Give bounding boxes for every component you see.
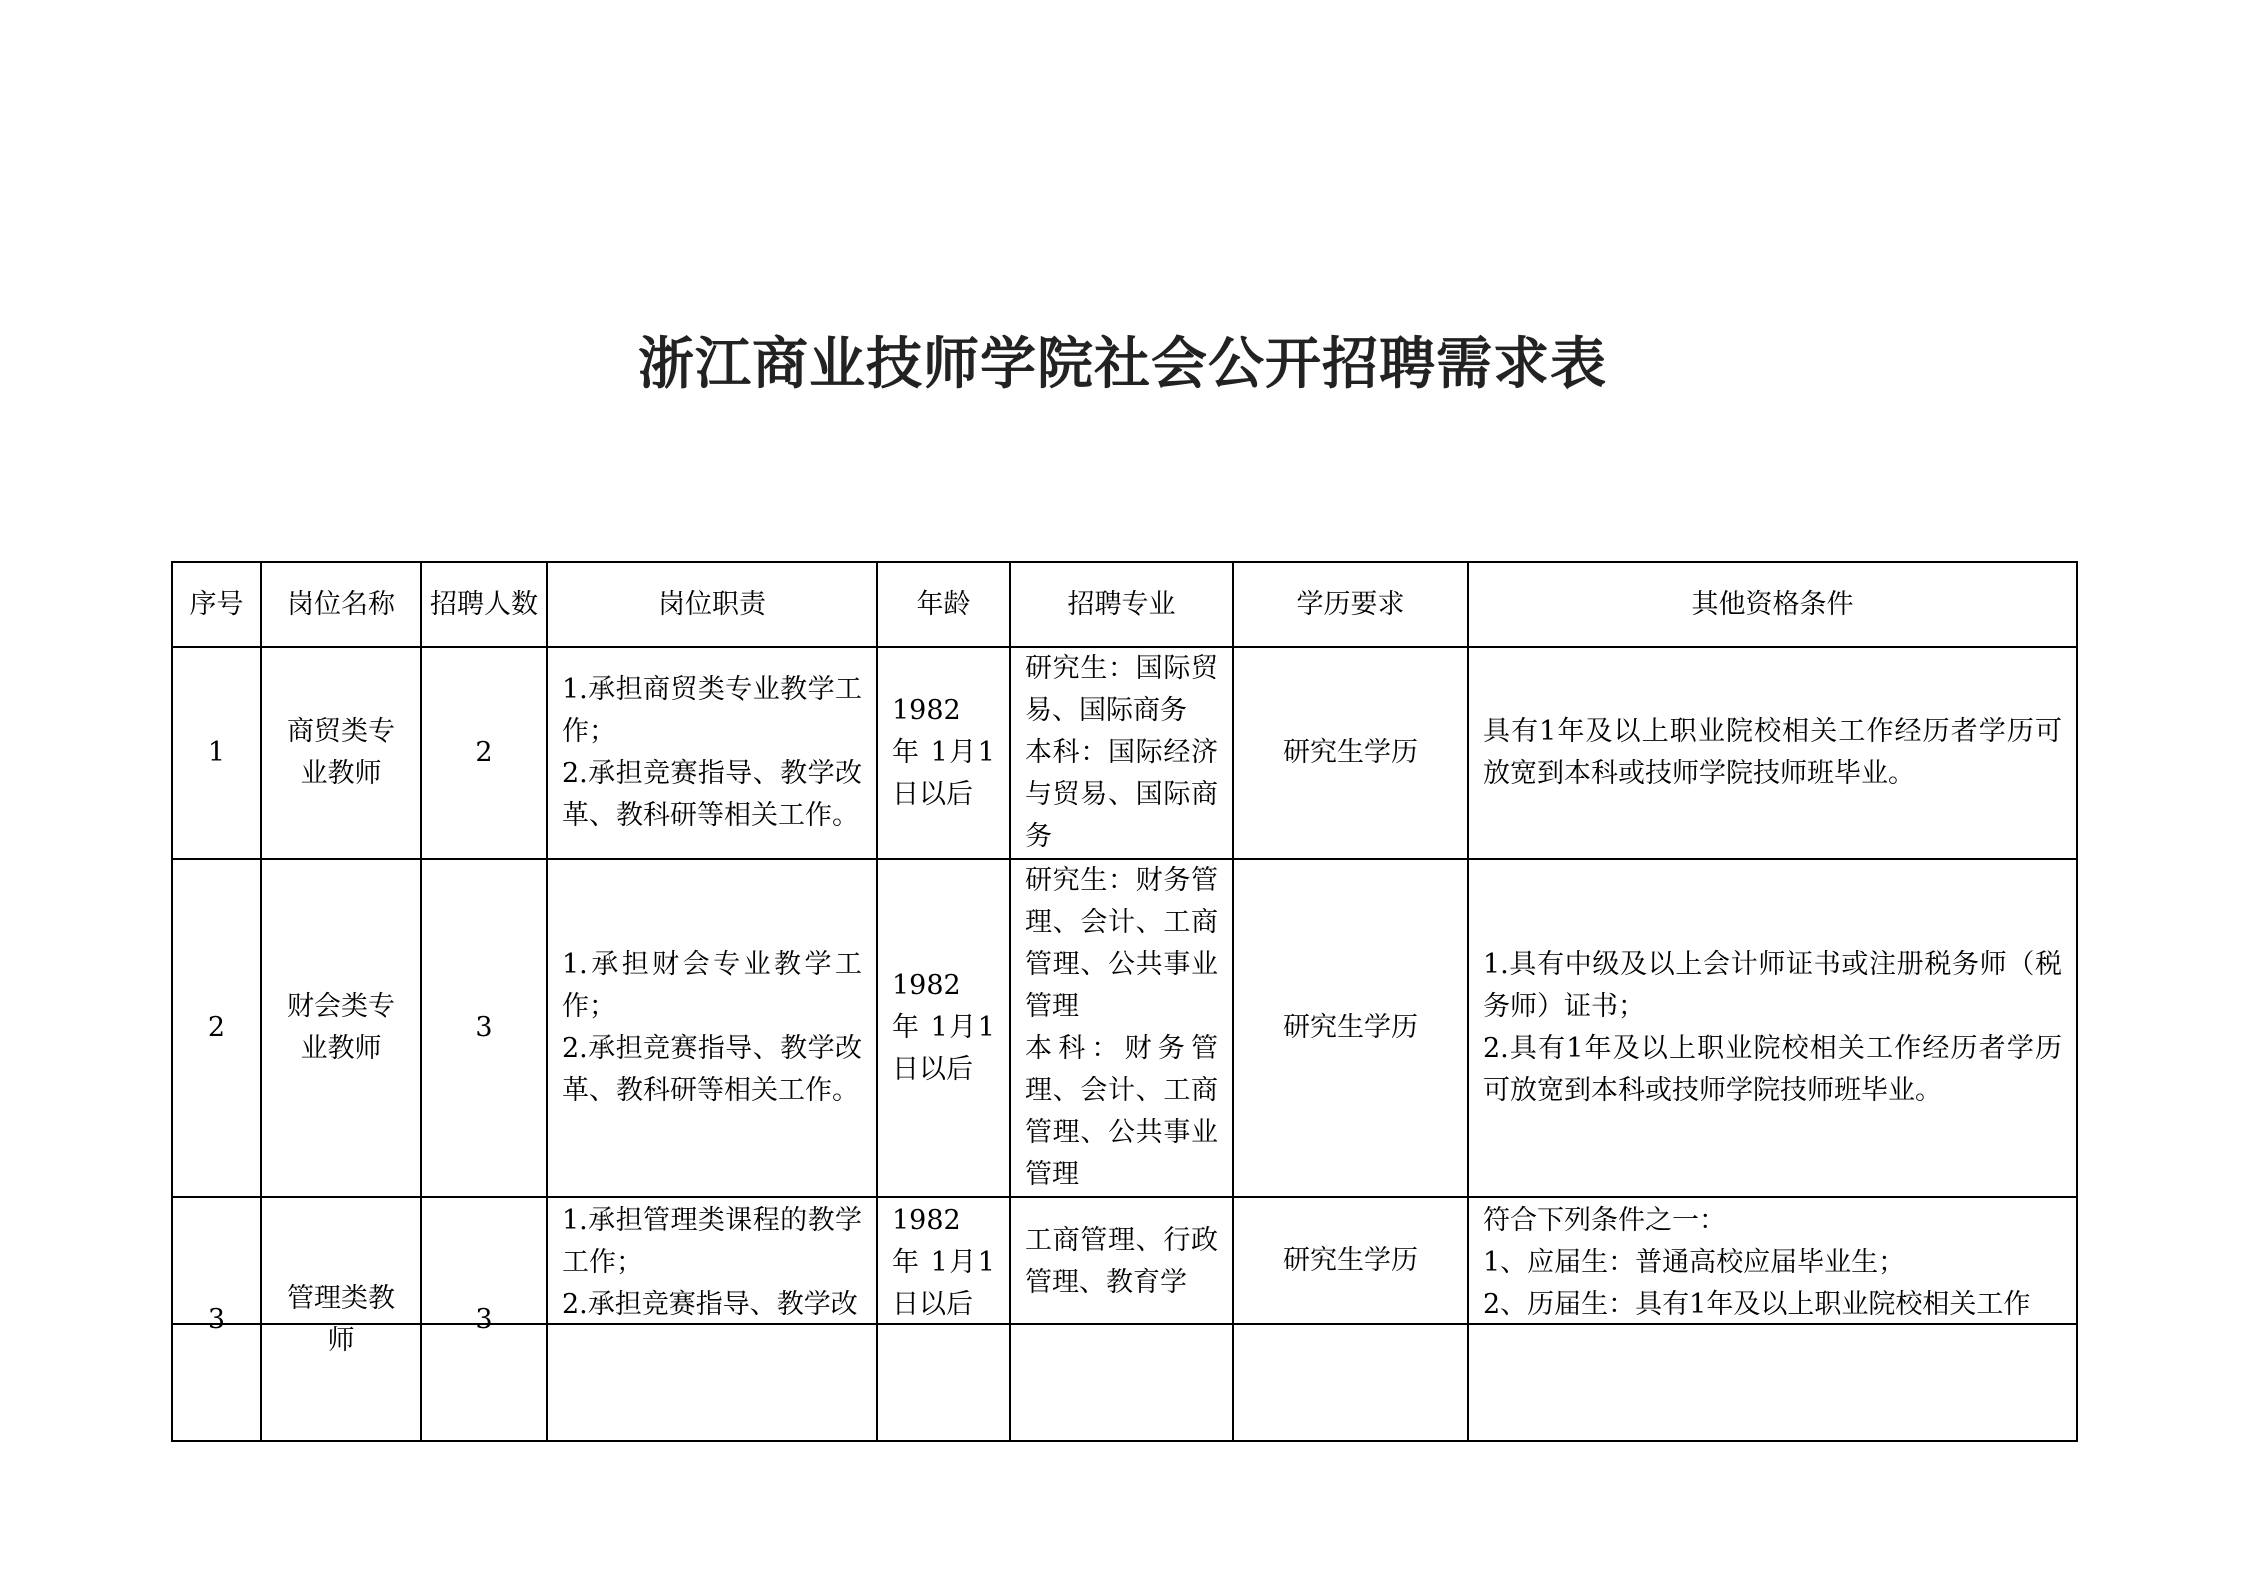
cell-education: 研究生学历 — [1233, 647, 1468, 859]
requirement-line: 具有1年及以上职业院校相关工作经历者学历可放宽到本科或技师学院技师班毕业。 — [1483, 716, 2062, 789]
table-row — [172, 647, 2077, 859]
cell-seq: 1 — [172, 647, 261, 859]
cell-duties — [547, 647, 877, 859]
cell-duties — [547, 1197, 877, 1441]
header-other-requirements: 其他资格条件 — [1468, 562, 2077, 647]
cell-other-requirements — [1468, 647, 2077, 859]
cell-position: 商贸类专业教师 — [261, 647, 421, 859]
major-line: 研究生：国际贸易、国际商务 — [1025, 653, 1218, 726]
requirement-line: 2、历届生：具有1年及以上职业院校相关工作 — [1483, 1289, 2031, 1320]
cell-age: 1982 年 1月1日以后 — [877, 859, 1010, 1197]
cell-other-requirements — [1468, 1197, 2077, 1441]
header-duties: 岗位职责 — [547, 562, 877, 647]
cell-position: 管理类教师 — [261, 1197, 421, 1441]
header-majors: 招聘专业 — [1010, 562, 1233, 647]
duty-line: 1.承担财会专业教学工作； — [562, 949, 862, 1022]
duty-line: 1.承担商贸类专业教学工作； — [562, 674, 862, 747]
duty-line: 2.承担竞赛指导、教学改革、教科研等相关工作。 — [562, 1033, 862, 1106]
cell-duties — [547, 859, 877, 1197]
cell-majors — [1010, 647, 1233, 859]
cell-majors — [1010, 1197, 1233, 1441]
major-line: 本科：财务管理、会计、工商管理、公共事业管理 — [1025, 1033, 1218, 1190]
table-row — [172, 859, 2077, 1197]
cell-count: 3 — [421, 1197, 547, 1441]
page-title: 浙江商业技师学院社会公开招聘需求表 — [638, 332, 1607, 397]
header-position: 岗位名称 — [261, 562, 421, 647]
cell-count: 3 — [421, 859, 547, 1197]
major-line: 研究生：财务管理、会计、工商管理、公共事业管理 — [1025, 865, 1218, 1022]
recruitment-table — [171, 561, 2078, 1442]
duty-line: 2.承担竞赛指导、教学改 — [562, 1289, 858, 1320]
header-education: 学历要求 — [1233, 562, 1468, 647]
cell-education: 研究生学历 — [1233, 859, 1468, 1197]
recruitment-table-container — [171, 561, 2076, 1356]
cell-age: 1982 年 1月1日以后 — [877, 647, 1010, 859]
cell-seq: 2 — [172, 859, 261, 1197]
cell-seq: 3 — [172, 1197, 261, 1441]
requirement-line: 1.具有中级及以上会计师证书或注册税务师（税务师）证书； — [1483, 949, 2062, 1022]
duty-line: 2.承担竞赛指导、教学改革、教科研等相关工作。 — [562, 758, 862, 831]
major-line: 工商管理、行政管理、教育学 — [1025, 1225, 1218, 1298]
requirement-line: 符合下列条件之一： — [1483, 1205, 1726, 1236]
duty-line: 1.承担管理类课程的教学工作； — [562, 1205, 862, 1278]
cell-other-requirements — [1468, 859, 2077, 1197]
header-age: 年龄 — [877, 562, 1010, 647]
header-count: 招聘人数 — [421, 562, 547, 647]
major-line: 本科：国际经济与贸易、国际商务 — [1025, 737, 1218, 852]
cell-count: 2 — [421, 647, 547, 859]
table-header-row — [172, 562, 2077, 647]
cell-position: 财会类专业教师 — [261, 859, 421, 1197]
cell-majors — [1010, 859, 1233, 1197]
cell-education: 研究生学历 — [1233, 1197, 1468, 1441]
header-seq: 序号 — [172, 562, 261, 647]
requirement-line: 1、应届生：普通高校应届毕业生； — [1483, 1247, 1906, 1278]
cell-age: 1982 年 1月1日以后 — [877, 1197, 1010, 1441]
requirement-line: 2.具有1年及以上职业院校相关工作经历者学历可放宽到本科或技师学院技师班毕业。 — [1483, 1033, 2062, 1106]
table-row — [172, 1197, 2077, 1441]
